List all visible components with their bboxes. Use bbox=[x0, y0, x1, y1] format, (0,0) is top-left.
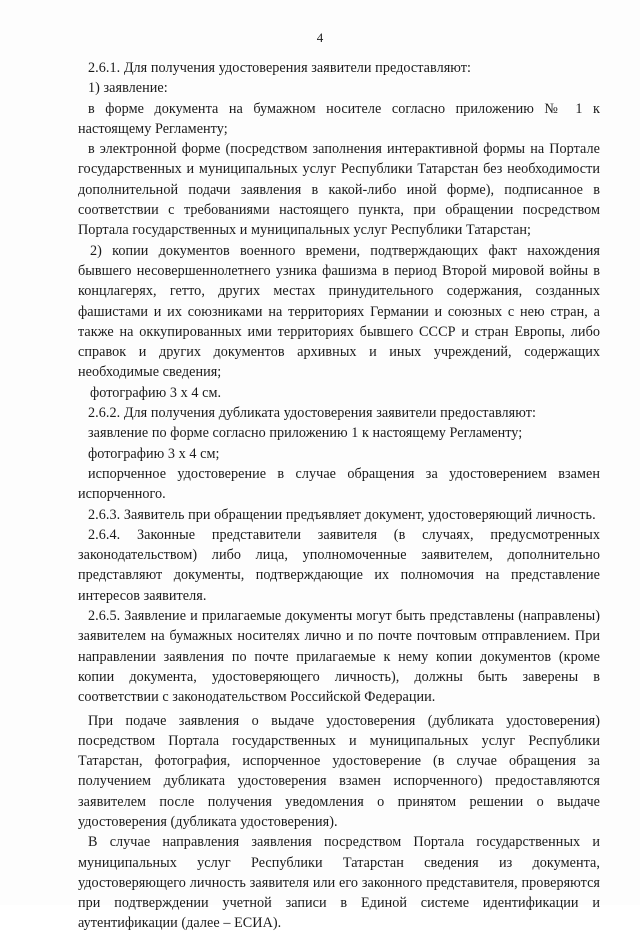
document-body bbox=[78, 58, 600, 934]
paragraph-duplicate-form: заявление по форме согласно приложению 1 к настоящему Регламенту; bbox=[88, 425, 523, 442]
paragraph-damaged-certificate: испорченное удостоверение в случае обращения за удостоверением взамен испорченного. bbox=[78, 465, 600, 503]
paragraph-2-6-3: 2.6.3. Заявитель при обращении предъявляет документ, удостоверяющий личность. bbox=[88, 506, 596, 523]
paragraph-paper-form: в форме документа на бумажном носителе согласно приложению № 1 к настоящему Регламенту; bbox=[78, 100, 600, 137]
paragraph-portal-submission: При подаче заявления о выдаче удостоверения (дубликата удостоверения) посредством Портала государственных и муниципальных услуг Республики Татарстан, фотография, испорченное удостоверение (в случае обращения за получением дубликата удостоверения взамен испорченного) предоставляются заявителем после получения уведомления о принятом решении о выдаче удостоверения (дубликата удостоверения). bbox=[78, 712, 600, 830]
paragraph-photo-1: фотографию 3 х 4 см. bbox=[90, 384, 222, 401]
paragraph-2-6-2: 2.6.2. Для получения дубликата удостоверения заявители предоставляют: bbox=[88, 405, 536, 422]
page-number: 4 bbox=[316, 30, 324, 45]
paragraph-electronic-form: в электронной форме (посредством заполнения интерактивной формы на Портале государственных и муниципальных услуг Республики Татарстан без необходимости дополнительной подачи заявления в какой-либо иной форме), подписанное в соответствии с требованиями настоящего пункта, при обращении посредством Портала государственных и муниципальных услуг Республики Татарстан; bbox=[78, 141, 600, 239]
paragraph-2-6-1: 2.6.1. Для получения удостоверения заявители предоставляют: bbox=[88, 60, 471, 76]
paragraph-2-6-5: 2.6.5. Заявление и прилагаемые документы могут быть представлены (направлены) заявителем на бумажных носителях лично и по почте почтовым отправлением. При направлении заявления по почте прилагаемые к нему копии документов (кроме копии документа, удостоверяющего личность), должны быть заверены в соответствии с законодательством Российской Федерации. bbox=[78, 608, 600, 706]
paragraph-esia: В случае направления заявления посредством Портала государственных и муниципальных услуг Республики Татарстан сведения из документа, удостоверяющего личность заявителя или его законного представителя, проверяются при подтверждении учетной записи в Единой системе идентификации и аутентификации (далее – ЕСИА). bbox=[78, 834, 600, 932]
paragraph-item-2: 2) копии документов военного времени, подтверждающих факт нахождения бывшего несовершеннолетнего узника фашизма в период Второй мировой войны в концлагерях, гетто, других местах принудительного содержания, созданных фашистами и их союзниками на территориях Германии и союзных с нею стран, а также на оккупированных ими территориях бывшего СССР и стран Европы, либо справок и других документов архивных и иных учреждений, содержащих необходимые сведения; bbox=[78, 242, 600, 381]
paragraph-photo-2: фотографию 3 х 4 см; bbox=[88, 445, 220, 462]
paragraph-2-6-4: 2.6.4. Законные представители заявителя (в случаях, предусмотренных законодательством) либо лица, уполномоченные заявителем, дополнительно представляют документы, подтверждающие их полномочия на представление интересов заявителя. bbox=[78, 526, 600, 604]
paragraph-item-1: 1) заявление: bbox=[88, 80, 168, 97]
